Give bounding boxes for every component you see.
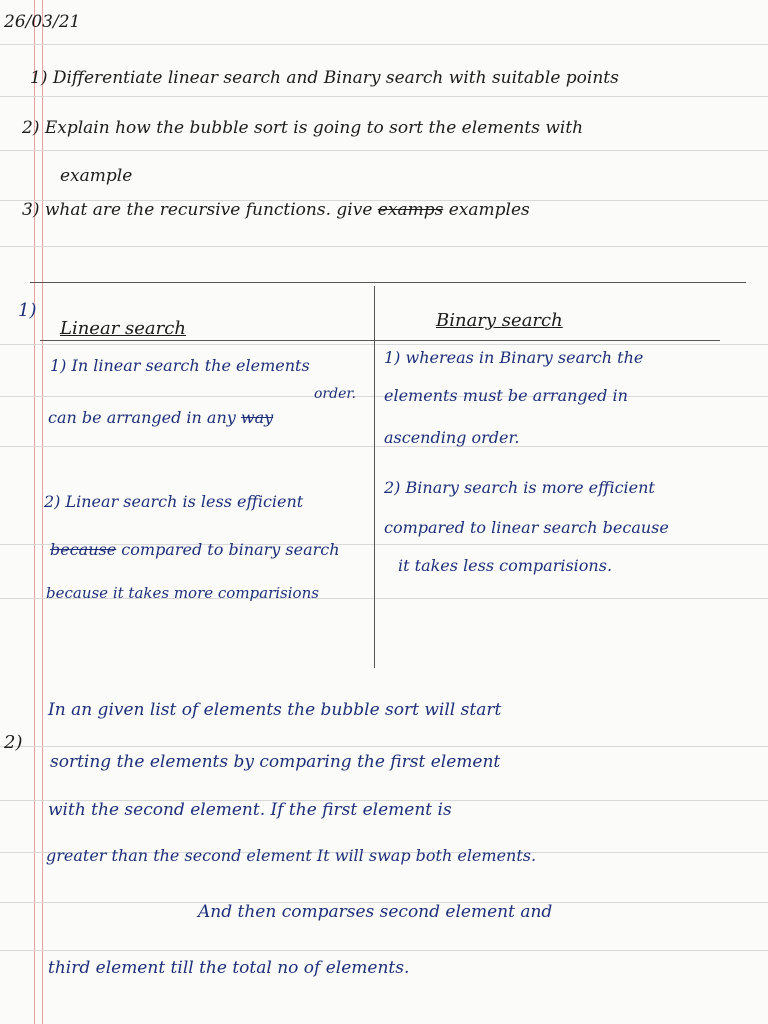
left-point-2-line-1: 2) Linear search is less efficient — [44, 492, 304, 511]
answer-2-line-4: greater than the second element It will swap both elements. — [46, 846, 537, 865]
right-point-2-line-3: it takes less comparisions. — [398, 556, 613, 575]
question-2-line-1: 2) Explain how the bubble sort is going to sort the elements with — [22, 118, 584, 138]
table-column-divider — [374, 286, 375, 668]
right-point-1-line-1: 1) whereas in Binary search the — [384, 348, 644, 367]
left-point-2-struck-word: because — [50, 540, 117, 559]
left-column-header: Linear search — [60, 318, 186, 339]
right-point-2-line-2: compared to linear search because — [384, 518, 669, 537]
left-point-2-line-2 — [50, 540, 340, 559]
answer-2-line-3: with the second element. If the first element is — [48, 800, 452, 820]
date: 26/03/21 — [4, 12, 81, 32]
answer-2-line-2: sorting the elements by comparing the first element — [50, 752, 501, 772]
question-1: 1) Differentiate linear search and Binary search with suitable points — [30, 68, 619, 88]
left-point-1-line-1: 1) In linear search the elements — [50, 356, 310, 375]
left-point-2-line-3: because it takes more comparisions — [46, 584, 319, 602]
answer-2-line-6: third element till the total no of elements. — [48, 958, 410, 978]
answer-2-number: 2) — [4, 732, 23, 753]
left-point-1-correction: order. — [314, 386, 356, 402]
answer-1-number: 1) — [18, 300, 37, 321]
table-top-line — [30, 282, 746, 283]
right-column-header: Binary search — [436, 310, 563, 331]
right-point-2-line-1: 2) Binary search is more efficient — [384, 478, 655, 497]
right-point-1-line-2: elements must be arranged in — [384, 386, 628, 405]
right-point-1-line-3: ascending order. — [384, 428, 520, 447]
left-point-2-text: compared to binary search — [121, 540, 340, 559]
left-point-1-struck-word: way — [240, 408, 274, 427]
left-point-1-text: can be arranged in any — [48, 408, 236, 427]
table-header-line — [40, 340, 720, 341]
question-2-line-2: example — [60, 166, 133, 186]
answer-2-line-5: And then comparses second element and — [198, 902, 553, 922]
question-3 — [22, 200, 530, 220]
answer-2-line-1: In an given list of elements the bubble sort will start — [48, 700, 502, 720]
left-point-1-line-2 — [48, 408, 273, 427]
question-3-end: examples — [448, 200, 530, 220]
question-3-text: 3) what are the recursive functions. give — [22, 200, 373, 220]
question-3-struck-word: examps — [377, 200, 444, 220]
